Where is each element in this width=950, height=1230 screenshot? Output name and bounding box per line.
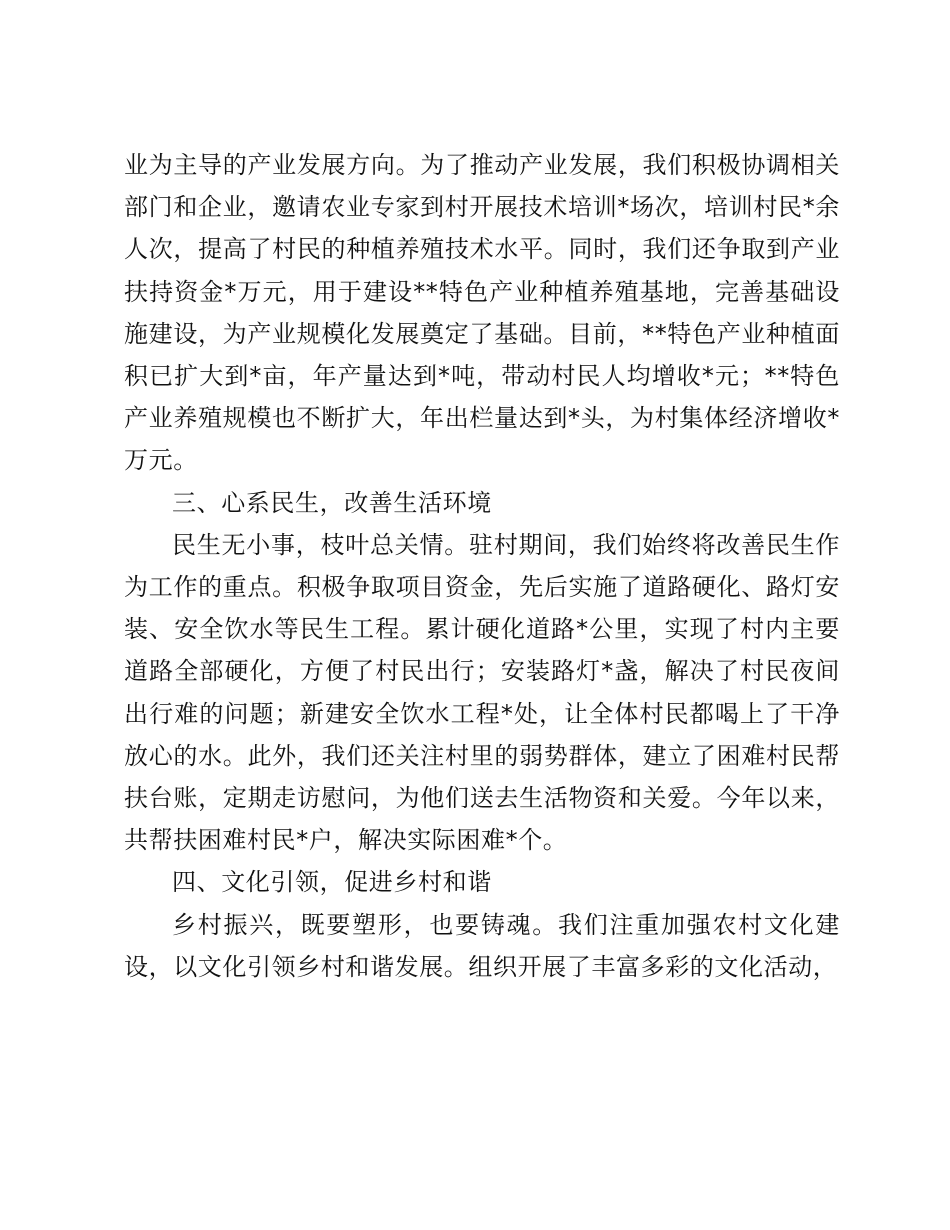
section-heading-culture: 四、文化引领，促进乡村和谐	[172, 868, 492, 897]
section-heading-livelihood: 三、心系民生，改善生活环境	[172, 488, 492, 517]
paragraph-livelihood: 民生无小事，枝叶总关情。驻村期间，我们始终将改善民生作为工作的重点。积极争取项目资金，先后实施了道路硬化、路灯安装、安全饮水等民生工程。累计硬化道路*公里，实现了村内主要道路全部硬化，方便了村民出行；安装路灯*盏，解决了村民夜间出行难的问题；新建安全饮水工程*处，让全体村民都喝上了干净放心的水。此外，我们还关注村里的弱势群体，建立了困难村民帮扶台账，定期走访慰问，为他们送去生活物资和关爱。今年以来，共帮扶困难村民*户，解决实际困难*个。	[124, 530, 840, 855]
paragraph-culture: 乡村振兴，既要塑形，也要铸魂。我们注重加强农村文化建设，以文化引领乡村和谐发展。组织开展了丰富多彩的文化活动，	[124, 910, 840, 981]
paragraph-industry-continuation: 业为主导的产业发展方向。为了推动产业发展，我们积极协调相关部门和企业，邀请农业专家到村开展技术培训*场次，培训村民*余人次，提高了村民的种植养殖技术水平。同时，我们还争取到产业扶持资金*万元，用于建设**特色产业种植养殖基地，完善基础设施建设，为产业规模化发展奠定了基础。目前，**特色产业种植面积已扩大到*亩，年产量达到*吨，带动村民人均增收*元；**特色产业养殖规模也不断扩大，年出栏量达到*头，为村集体经济增收*万元。	[124, 151, 840, 475]
document-body	[124, 144, 840, 988]
